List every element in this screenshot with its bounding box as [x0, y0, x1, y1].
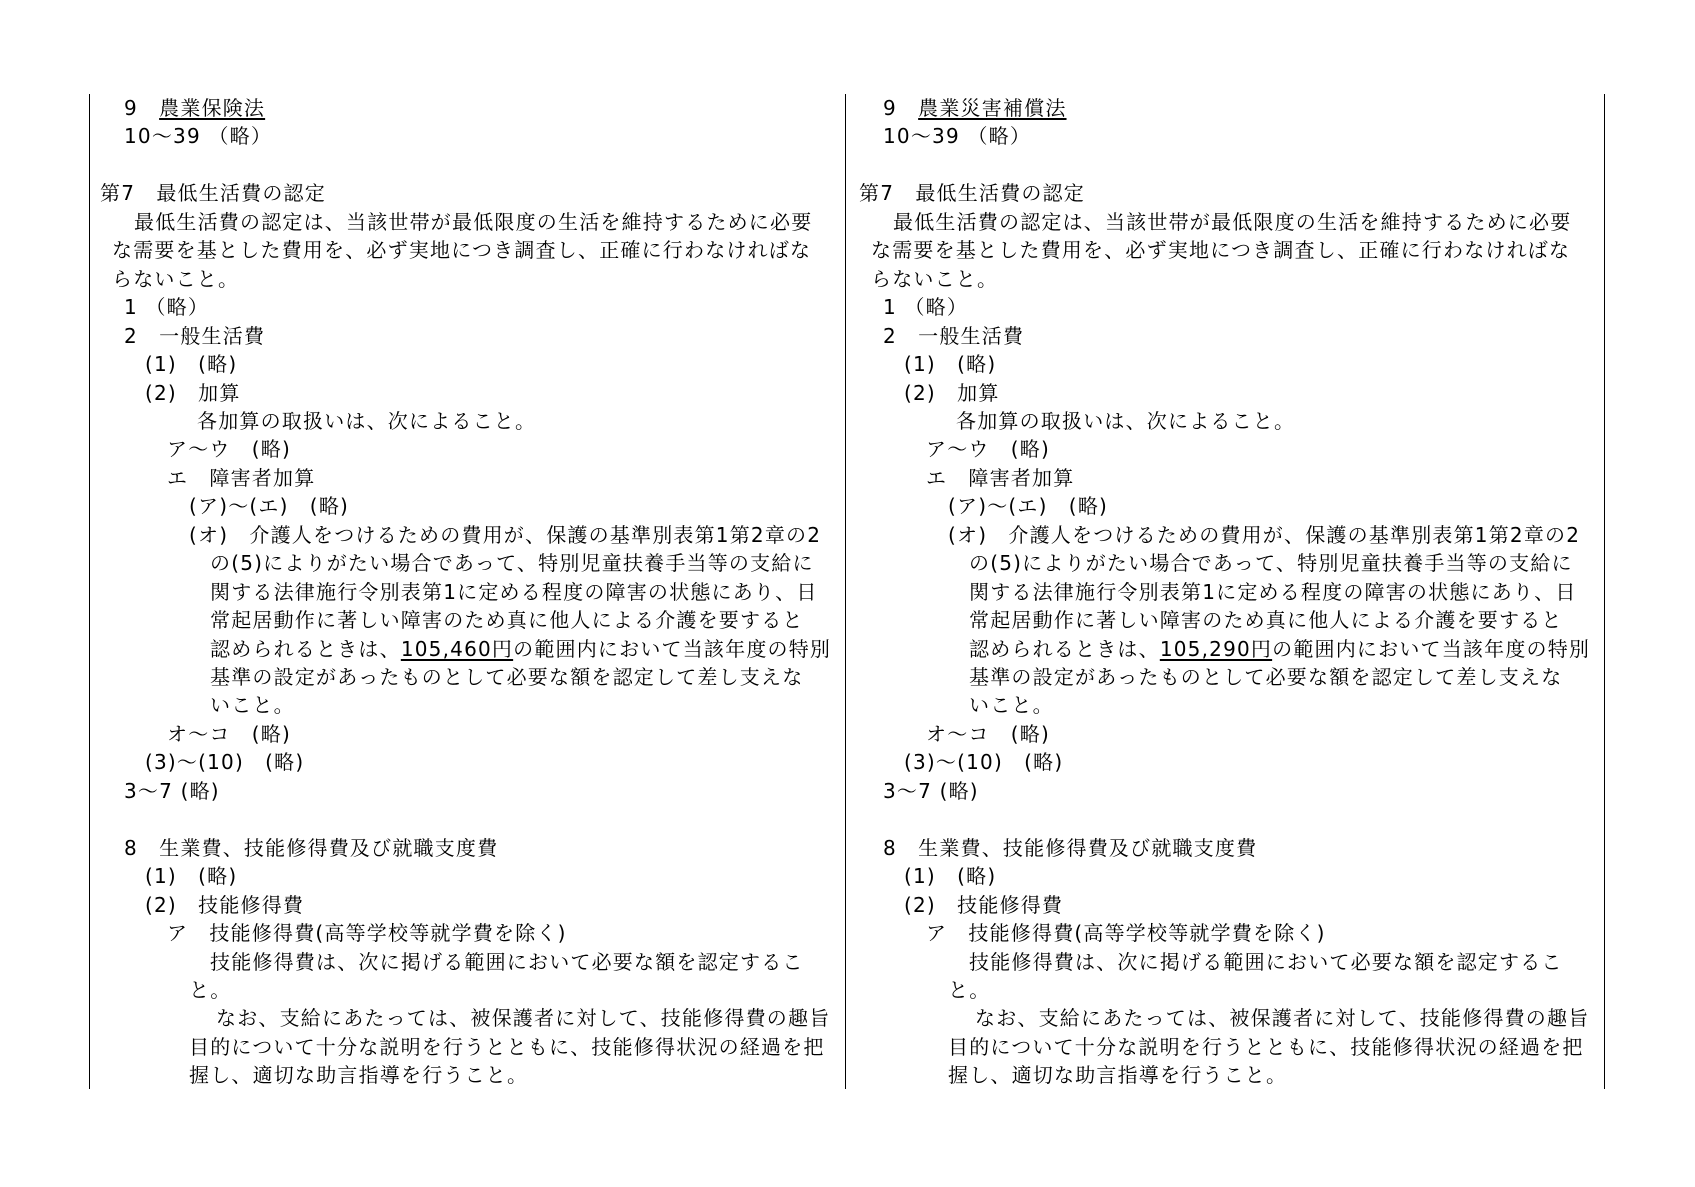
text-line [145, 352, 237, 376]
line-text: (1) (略) [145, 864, 238, 889]
text-line [969, 551, 1573, 575]
line-text: (オ) 介護人をつけるための費用が、保護の基準別表第1第2章の2 [948, 522, 1581, 547]
text-line [145, 893, 304, 917]
text-line [189, 494, 349, 518]
line-text: (オ) 介護人をつけるための費用が、保護の基準別表第1第2章の2 [189, 522, 822, 547]
line-text: 1 （略） [883, 295, 969, 320]
line-text: な需要を基とした費用を、必ず実地につき調査し、正確に行わなければな [871, 238, 1571, 263]
line-text: エ 障害者加算 [926, 465, 1075, 490]
text-line [124, 324, 265, 348]
text-line [926, 466, 1074, 490]
text-line [948, 1063, 1287, 1087]
line-text: 8 生業費、技能修得費及び就職支度費 [124, 835, 499, 860]
text-line [948, 494, 1108, 518]
line-text: 8 生業費、技能修得費及び就職支度費 [883, 835, 1258, 860]
text-line [197, 409, 536, 433]
line-text: 技能修得費は、次に掲げる範囲において必要な額を認定するこ [969, 949, 1563, 974]
new-text-column [859, 0, 1599, 1187]
line-text: 常起居動作に著しい障害のため真に他人による介護を要すると [969, 608, 1563, 633]
line-text: 基準の設定があったものとして必要な額を認定して差し支えな [210, 665, 804, 689]
text-line [926, 921, 1326, 945]
line-text: (3)～(10) (略) [904, 750, 1064, 775]
underlined-amendment: 105,460円 [400, 636, 514, 661]
line-text: エ 障害者加算 [167, 465, 316, 490]
line-text: 握し、適切な助言指導を行うこと。 [948, 1063, 1288, 1088]
line-text: 3～7 (略) [883, 778, 979, 803]
line-text: 2 一般生活費 [883, 323, 1025, 348]
text-line [883, 295, 968, 319]
line-text: 第7 最低生活費の認定 [859, 181, 1085, 206]
text-line [859, 181, 1085, 205]
line-text: 最低生活費の認定は、当該世帯が最低限度の生活を維持するために必要 [134, 209, 813, 234]
text-line [100, 181, 326, 205]
line-text: (2) 技能修得費 [904, 892, 1064, 917]
text-line [124, 96, 265, 120]
line-text: 10～39 （略） [883, 124, 1032, 149]
text-line [210, 950, 804, 974]
text-line [883, 96, 1067, 120]
line-text: の(5)によりがたい場合であって、特別児童扶養手当等の支給に [210, 551, 814, 576]
text-line [210, 608, 804, 632]
text-line [904, 352, 996, 376]
text-line [124, 779, 220, 803]
line-text: 目的について十分な説明を行うとともに、技能修得状況の経過を把 [948, 1034, 1584, 1059]
line-text: 目的について十分な説明を行うとともに、技能修得状況の経過を把 [189, 1034, 825, 1059]
text-line [210, 580, 818, 604]
left-border [89, 94, 90, 1089]
line-text: 関する法律施行令別表第1に定める程度の障害の状態にあり、日 [210, 579, 818, 604]
line-text: と。 [948, 977, 991, 1002]
text-line [112, 238, 811, 262]
line-text: と。 [189, 977, 232, 1002]
text-line [956, 409, 1295, 433]
underlined-amendment: 農業保険法 [159, 96, 266, 120]
line-text: (ア)～(エ) (略) [948, 494, 1109, 519]
text-line [969, 580, 1577, 604]
text-line [926, 722, 1050, 746]
text-line [145, 864, 237, 888]
text-line [883, 324, 1024, 348]
text-line [124, 836, 498, 860]
line-text: 第7 最低生活費の認定 [100, 181, 326, 206]
underlined-amendment: 農業災害補償法 [918, 96, 1067, 120]
line-text: (2) 技能修得費 [145, 892, 305, 917]
line-text: 2 一般生活費 [124, 323, 266, 348]
text-line [189, 523, 821, 547]
text-line [948, 523, 1580, 547]
text-line [948, 978, 990, 1002]
text-line [210, 637, 831, 661]
right-border [1604, 94, 1605, 1089]
line-text: (1) (略) [904, 352, 997, 377]
text-line [969, 950, 1563, 974]
text-line [210, 693, 295, 717]
line-text: 9 [124, 96, 160, 120]
line-text: 認められるときは、 [969, 636, 1160, 661]
text-line [969, 637, 1590, 661]
text-line [124, 295, 209, 319]
line-text: (2) 加算 [145, 380, 241, 405]
line-text: 9 [883, 96, 919, 120]
line-text: なお、支給にあたっては、被保護者に対して、技能修得費の趣旨 [216, 1006, 831, 1031]
line-text: いこと。 [210, 693, 295, 718]
line-text: 1 （略） [124, 295, 210, 320]
text-line [904, 864, 996, 888]
text-line [189, 978, 231, 1002]
text-line [167, 437, 291, 461]
line-text: 最低生活費の認定は、当該世帯が最低限度の生活を維持するために必要 [893, 209, 1572, 234]
line-text: の(5)によりがたい場合であって、特別児童扶養手当等の支給に [969, 551, 1573, 576]
line-text: 握し、適切な助言指導を行うこと。 [189, 1063, 529, 1088]
line-text: (ア)～(エ) (略) [189, 494, 350, 519]
line-text: ア～ウ (略) [167, 437, 292, 462]
text-line [904, 381, 1000, 405]
text-line [926, 437, 1050, 461]
line-text: 認められるときは、 [210, 636, 401, 661]
line-text: 関する法律施行令別表第1に定める程度の障害の状態にあり、日 [969, 579, 1577, 604]
line-text: (1) (略) [145, 352, 238, 377]
text-line [969, 608, 1563, 632]
line-text: 3～7 (略) [124, 778, 220, 803]
text-line [969, 693, 1054, 717]
text-line [893, 210, 1571, 234]
text-line [124, 124, 272, 148]
line-text: 各加算の取扱いは、次によること。 [197, 408, 537, 433]
line-text: の範囲内において当該年度の特別 [513, 636, 832, 661]
line-text: な需要を基とした費用を、必ず実地につき調査し、正確に行わなければな [112, 238, 812, 263]
text-line [189, 1035, 825, 1059]
line-text: らないこと。 [112, 266, 240, 291]
text-line [216, 1006, 830, 1030]
line-text: の範囲内において当該年度の特別 [1272, 636, 1591, 661]
text-line [883, 836, 1257, 860]
line-text: 10～39 （略） [124, 124, 273, 149]
text-line [904, 893, 1063, 917]
old-text-column [100, 0, 840, 1187]
text-line [948, 1035, 1584, 1059]
text-line [210, 665, 803, 689]
underlined-amendment: 105,290円 [1159, 636, 1273, 661]
line-text: ア～ウ (略) [926, 437, 1051, 462]
text-line [189, 1063, 528, 1087]
text-line [134, 210, 812, 234]
line-text: 基準の設定があったものとして必要な額を認定して差し支えな [969, 665, 1563, 689]
line-text: らないこと。 [871, 266, 999, 291]
text-line [210, 551, 814, 575]
line-text: (2) 加算 [904, 380, 1000, 405]
text-line [145, 750, 304, 774]
line-text: 技能修得費は、次に掲げる範囲において必要な額を認定するこ [210, 949, 804, 974]
text-line [167, 722, 291, 746]
text-line [871, 238, 1570, 262]
line-text: 各加算の取扱いは、次によること。 [956, 408, 1296, 433]
text-line [975, 1006, 1589, 1030]
line-text: オ～コ (略) [926, 721, 1051, 746]
text-line [167, 466, 315, 490]
line-text: ア 技能修得費(高等学校等就学費を除く) [167, 921, 567, 946]
text-line [904, 750, 1063, 774]
text-line [112, 267, 239, 291]
text-line [167, 921, 567, 945]
line-text: オ～コ (略) [167, 721, 292, 746]
line-text: (3)～(10) (略) [145, 750, 305, 775]
line-text: なお、支給にあたっては、被保護者に対して、技能修得費の趣旨 [975, 1006, 1590, 1031]
line-text: ア 技能修得費(高等学校等就学費を除く) [926, 921, 1326, 946]
text-line [883, 124, 1031, 148]
text-line [871, 267, 998, 291]
text-line [883, 779, 979, 803]
center-divider [845, 94, 846, 1089]
line-text: 常起居動作に著しい障害のため真に他人による介護を要すると [210, 608, 804, 633]
line-text: (1) (略) [904, 864, 997, 889]
line-text: いこと。 [969, 693, 1054, 718]
text-line [145, 381, 241, 405]
text-line [969, 665, 1562, 689]
